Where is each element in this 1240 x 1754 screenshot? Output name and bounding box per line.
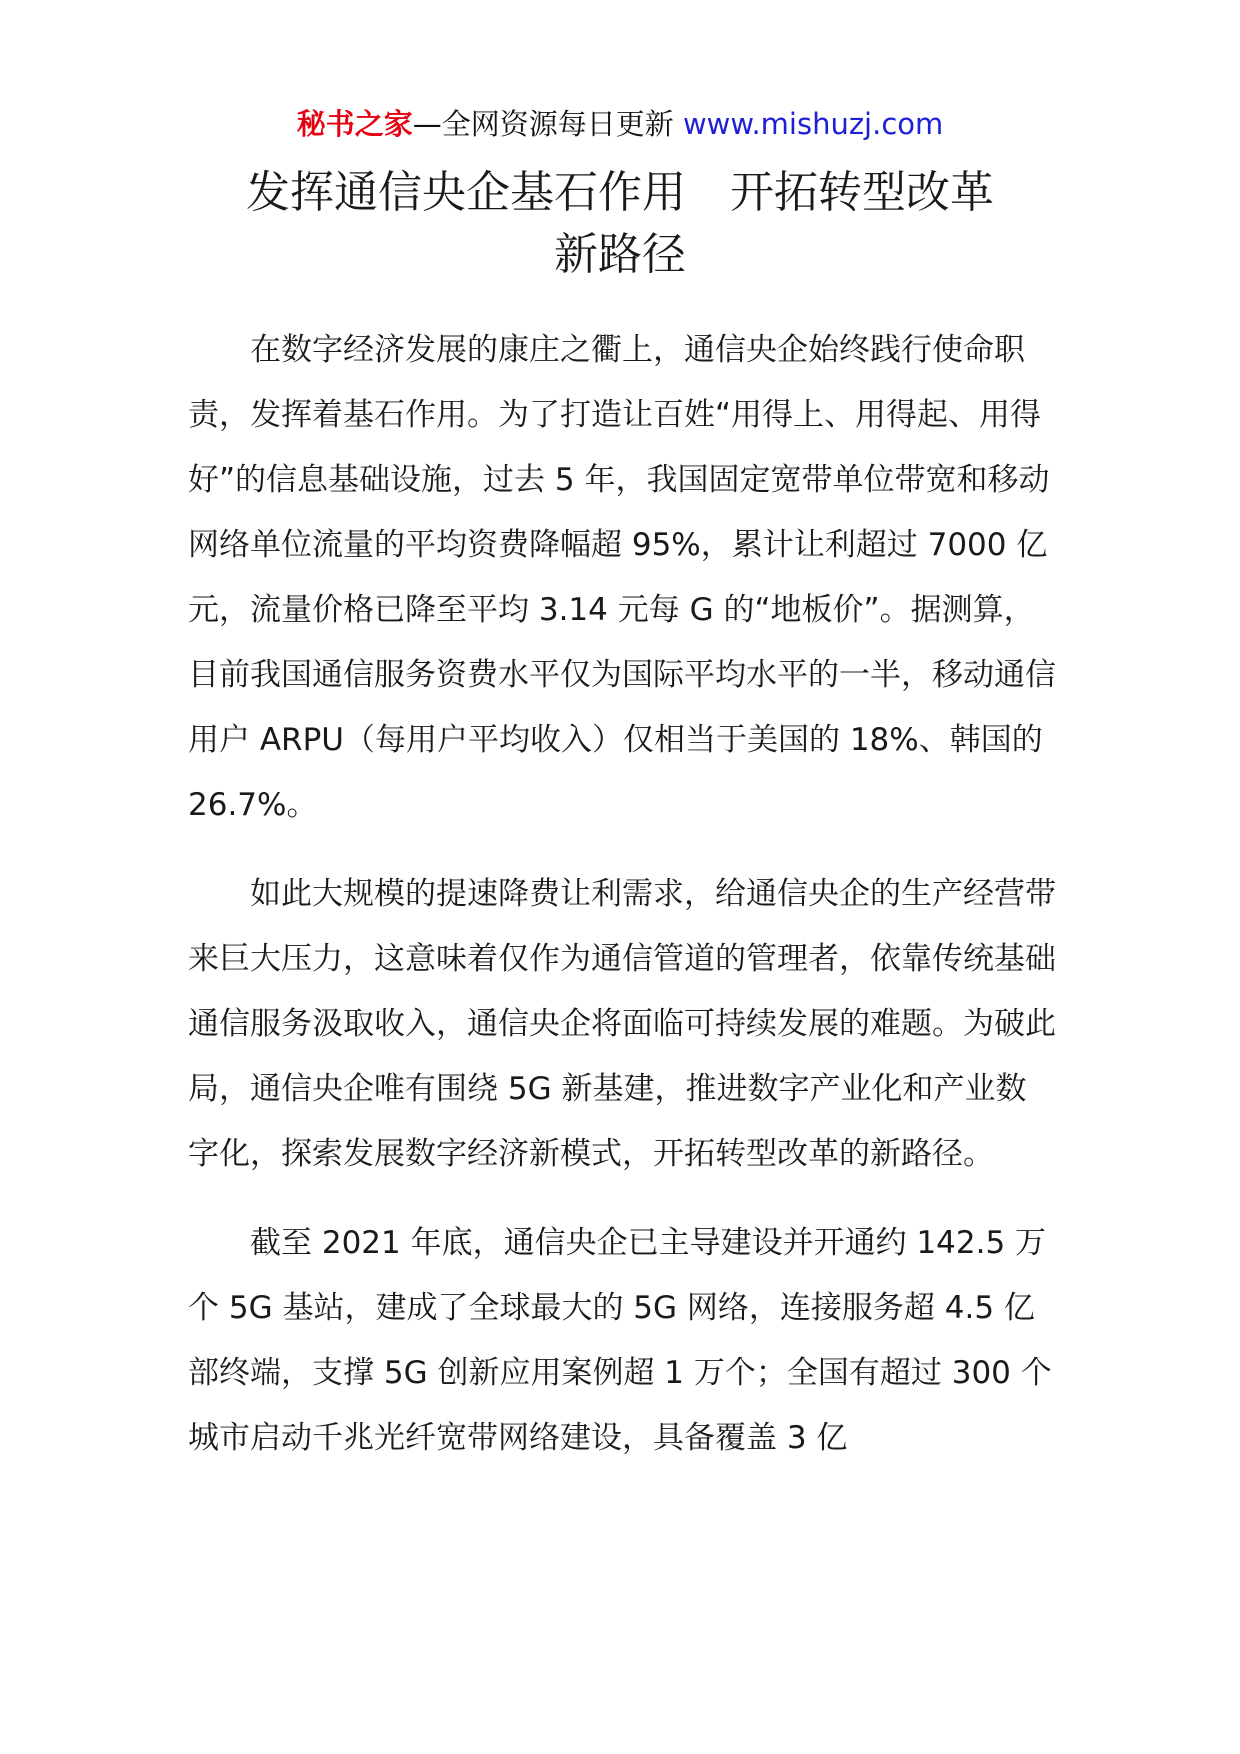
site-header (0, 104, 1240, 144)
site-url-link[interactable]: www.mishuzj.com (682, 107, 944, 141)
brand-name: 秘书之家 (296, 107, 413, 141)
document-title (0, 162, 1240, 286)
paragraph-1: 在数字经济发展的康庄之衢上，通信央企始终践行使命职责，发挥着基石作用。为了打造让百姓“用得上、用得起、用得好”的信息基础设施，过去 5 年，我国固定宽带单位带宽和移动网络单位流量的平均资费降幅超 95%，累计让利超过 7000 亿元，流量价格已降至平均 3.14 元每 G 的“地板价”。据测算，目前我国通信服务资费水平仅为国际平均水平的一半，移动通信用户 ARPU（每用户平均收入）仅相当于美国的 18%、韩国的 26.7%。 (188, 332, 1056, 823)
title-line-2: 新路径 (554, 229, 686, 280)
paragraph-2: 如此大规模的提速降费让利需求，给通信央企的生产经营带来巨大压力，这意味着仅作为通信管道的管理者，依靠传统基础通信服务汲取收入，通信央企将面临可持续发展的难题。为破此局，通信央企唯有围绕 5G 新基建，推进数字产业化和产业数字化，探索发展数字经济新模式，开拓转型改革的新路径。 (188, 876, 1056, 1172)
document-body (188, 318, 1056, 1471)
title-line-1: 发挥通信央企基石作用 开拓转型改革 (246, 167, 994, 218)
header-tagline: —全网资源每日更新 (412, 107, 674, 141)
paragraph-3: 截至 2021 年底，通信央企已主导建设并开通约 142.5 万个 5G 基站，建成了全球最大的 5G 网络，连接服务超 4.5 亿部终端，支撑 5G 创新应用案例超 1 万个；全国有超过 300 个城市启动千兆光纤宽带网络建设，具备覆盖 3 亿 (188, 1225, 1052, 1456)
